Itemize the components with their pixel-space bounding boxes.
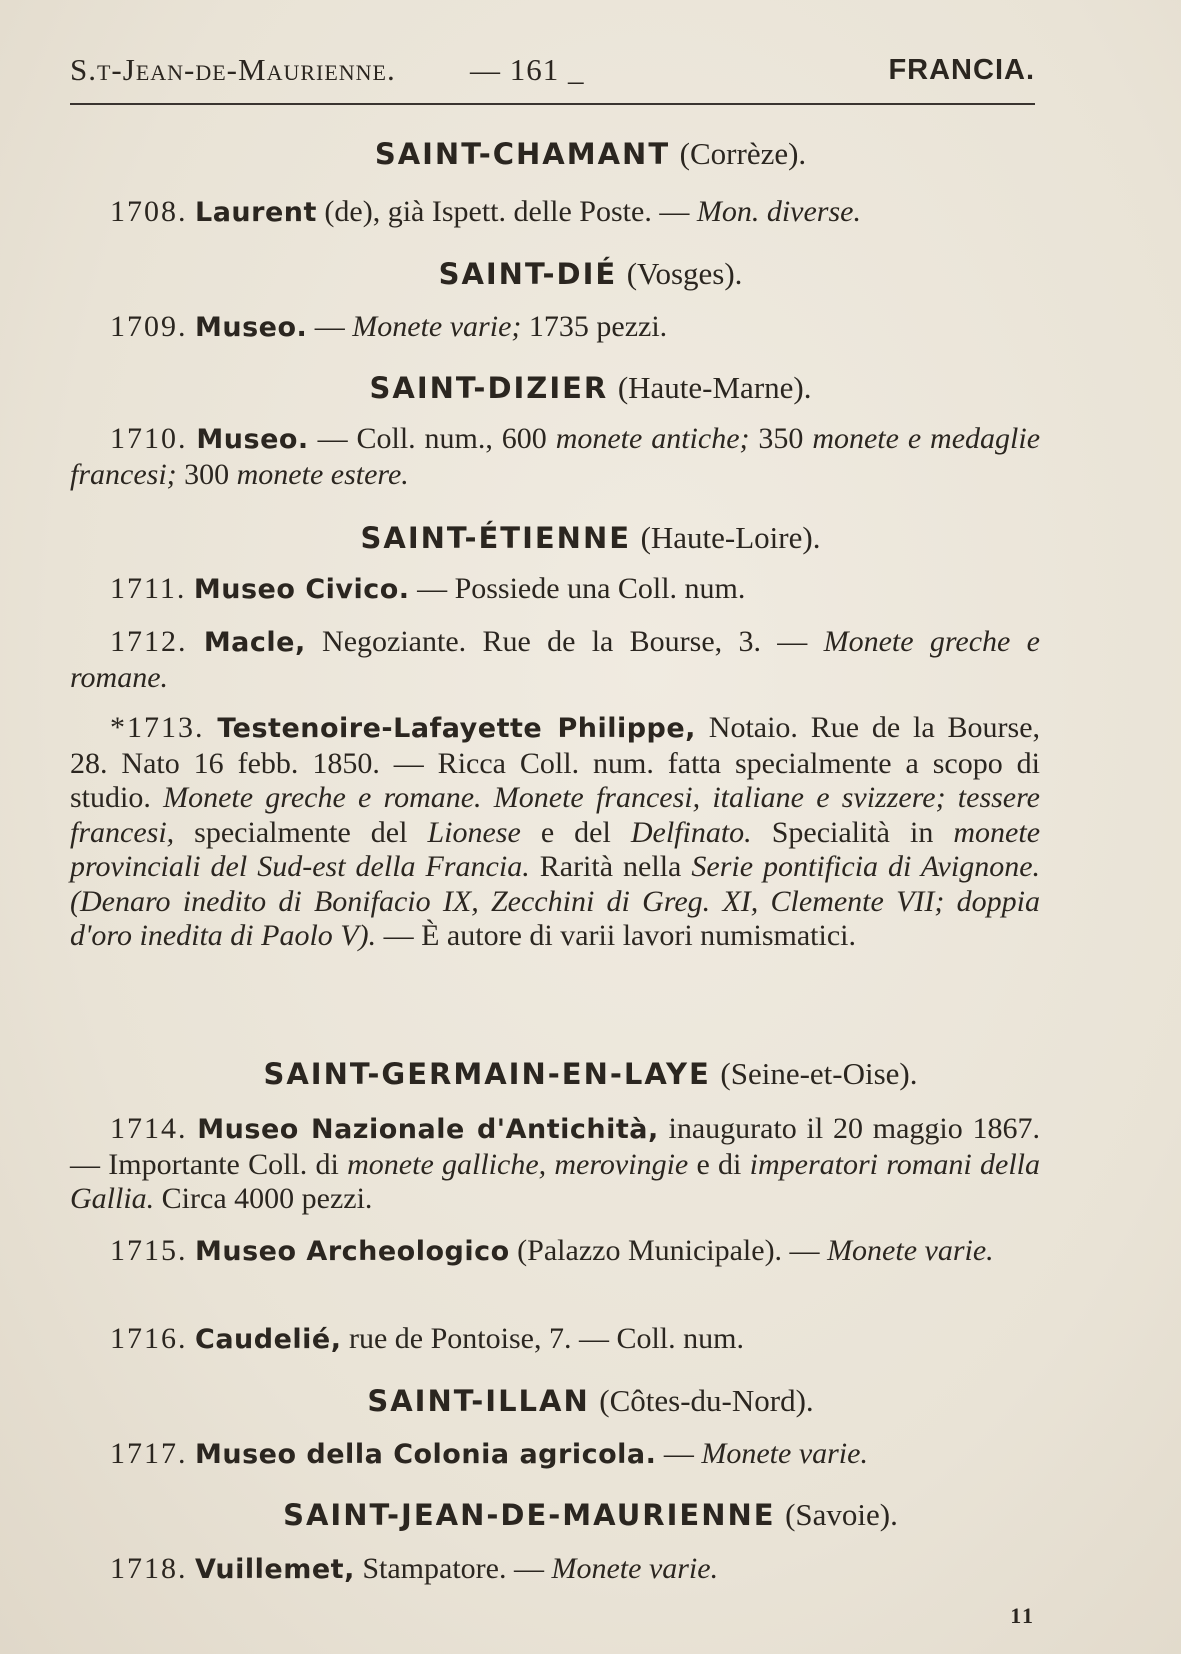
city-heading	[0, 1497, 1181, 1534]
entry-text: 1735 pezzi.	[521, 310, 668, 343]
city-department: (Côtes-du-Nord).	[599, 1383, 814, 1418]
entry-number: 1714.	[110, 1112, 188, 1145]
entry-text: (Palazzo Municipale). —	[509, 1234, 828, 1267]
running-head-country: FRANCIA.	[888, 54, 1035, 86]
entry-text: Notaio. Rue de la Bourse, 28. Nato 16 febb. 1850. — Ricca Coll. num. fatta specialmente a scopo di studio.	[70, 711, 1041, 814]
entry-italic: Monete varie.	[701, 1437, 868, 1470]
entry-text: inaugurato il 20 maggio 1867. — Importante Coll. di	[70, 1112, 1041, 1181]
entry-number: 1708.	[110, 195, 188, 228]
entry-number: 1717.	[110, 1437, 188, 1470]
entry-italic: monete estere.	[236, 457, 409, 491]
entry-text: — Possiede una Coll. num.	[409, 572, 746, 605]
entry-text: 350	[749, 422, 813, 455]
entry-italic: Delfinato.	[630, 815, 752, 849]
city-department: (Corrèze).	[679, 136, 807, 171]
entry-italic: monete e medaglie francesi;	[70, 422, 1041, 491]
entry-text: 300	[176, 457, 237, 491]
collection-entry	[70, 310, 1040, 346]
entry-text: Specialità in	[751, 815, 954, 849]
entry-number: 1709.	[110, 310, 188, 343]
entry-text: Circa 4000 pezzi.	[154, 1182, 373, 1215]
page-number: 161	[509, 52, 560, 87]
entry-text: — È autore di varii lavori numismatici.	[376, 919, 856, 952]
city-department: (Savoie).	[785, 1497, 898, 1532]
city-name: SAINT-ÉTIENNE	[360, 521, 632, 555]
entry-name: Museo Archeologico	[195, 1236, 510, 1267]
city-department: (Seine-et-Oise).	[720, 1056, 918, 1091]
entry-italic: Monete greche e romane.	[70, 625, 1040, 694]
collection-entry	[70, 195, 1040, 231]
city-heading	[0, 1056, 1181, 1093]
city-name: SAINT-DIÉ	[438, 257, 618, 291]
entry-number: 1716.	[110, 1322, 188, 1355]
entry-italic: Monete varie;	[352, 310, 522, 343]
collection-entry	[70, 572, 1040, 608]
entry-name: Museo.	[196, 424, 309, 455]
city-heading	[0, 136, 1181, 173]
header-dash: —	[470, 54, 501, 87]
entry-text: e del	[520, 815, 631, 849]
entry-text: rue de Pontoise, 7. — Coll. num.	[341, 1322, 744, 1355]
entry-number: 1715.	[110, 1234, 188, 1267]
collection-entry	[70, 1552, 1040, 1588]
entry-italic: Lionese	[427, 815, 521, 849]
entry-text: Negoziante. Rue de la Bourse, 3. —	[305, 625, 824, 658]
entry-name: Caudelié,	[195, 1324, 342, 1355]
entry-text: Stampatore. —	[354, 1552, 552, 1585]
collection-entry	[70, 1234, 1040, 1270]
entry-italic: monete antiche;	[555, 422, 750, 455]
entry-italic: Serie pontificia di Avignone. (Denaro inedito di Bonifacio IX, Zecchini di Greg. XI, Clemente VII; doppia d'oro inedita di Paolo V).	[70, 850, 1041, 952]
entry-italic: monete provinciali del Sud-est della Francia.	[70, 815, 1041, 883]
entry-text: (de), già Ispett. delle Poste. —	[316, 195, 697, 228]
collection-entry	[70, 1322, 1040, 1358]
entry-text: Rarità nella	[529, 850, 692, 883]
collection-entry	[70, 1112, 1040, 1217]
entry-text: — Coll. num., 600	[308, 422, 556, 455]
entry-text: —	[307, 310, 353, 343]
entry-number: 1711.	[110, 572, 187, 605]
running-head-place: S.t-Jean-de-Maurienne.	[70, 52, 396, 87]
entry-italic: Mon. diverse.	[696, 195, 861, 228]
entry-italic: imperatori romani della Gallia.	[70, 1147, 1040, 1215]
city-heading	[0, 1383, 1181, 1420]
entry-italic: Monete varie.	[551, 1552, 719, 1585]
entry-text: —	[656, 1437, 702, 1470]
collection-entry	[70, 422, 1040, 492]
entry-italic: monete galliche, merovingie	[347, 1147, 689, 1181]
city-heading	[0, 256, 1181, 293]
entry-name: Vuillemet,	[195, 1554, 355, 1585]
city-department: (Vosges).	[626, 256, 743, 291]
entry-text: specialmente del	[174, 815, 428, 849]
city-heading	[0, 370, 1181, 407]
city-name: SAINT-JEAN-DE-MAURIENNE	[283, 1498, 776, 1532]
city-name: SAINT-ILLAN	[367, 1384, 590, 1418]
entry-number: *1713.	[110, 711, 205, 744]
entry-text: e di	[688, 1147, 750, 1181]
entry-number: 1712.	[110, 625, 188, 658]
city-department: (Haute-Marne).	[617, 370, 812, 405]
city-name: SAINT-GERMAIN-EN-LAYE	[263, 1057, 711, 1091]
entry-name: Museo.	[195, 312, 308, 343]
city-name: SAINT-CHAMANT	[374, 137, 671, 171]
entry-number: 1718.	[110, 1552, 188, 1585]
header-rule	[70, 103, 1035, 105]
header-trail: _	[568, 52, 585, 87]
entry-number: 1710.	[110, 422, 188, 455]
collection-entry	[70, 625, 1040, 695]
collection-entry	[70, 711, 1040, 954]
page-number-group	[470, 52, 585, 88]
entry-name: Laurent	[195, 197, 317, 228]
entry-name: Museo Civico.	[193, 574, 410, 605]
running-head	[70, 46, 1035, 92]
collection-entry	[70, 1437, 1040, 1473]
entry-name: Macle,	[203, 627, 306, 658]
entry-italic: Monete greche e romane. Monete francesi, italiane e svizzere; tessere francesi,	[70, 781, 1040, 849]
city-department: (Haute-Loire).	[640, 520, 821, 555]
entry-name: Testenoire-Lafayette Philippe,	[217, 713, 696, 744]
city-name: SAINT-DIZIER	[369, 371, 609, 405]
entry-name: Museo Nazionale d'Antichità,	[197, 1114, 659, 1145]
entry-italic: Monete varie.	[827, 1234, 994, 1267]
signature-mark: 11	[1010, 1603, 1035, 1628]
city-heading	[0, 520, 1181, 557]
entry-name: Museo della Colonia agricola.	[195, 1439, 657, 1470]
